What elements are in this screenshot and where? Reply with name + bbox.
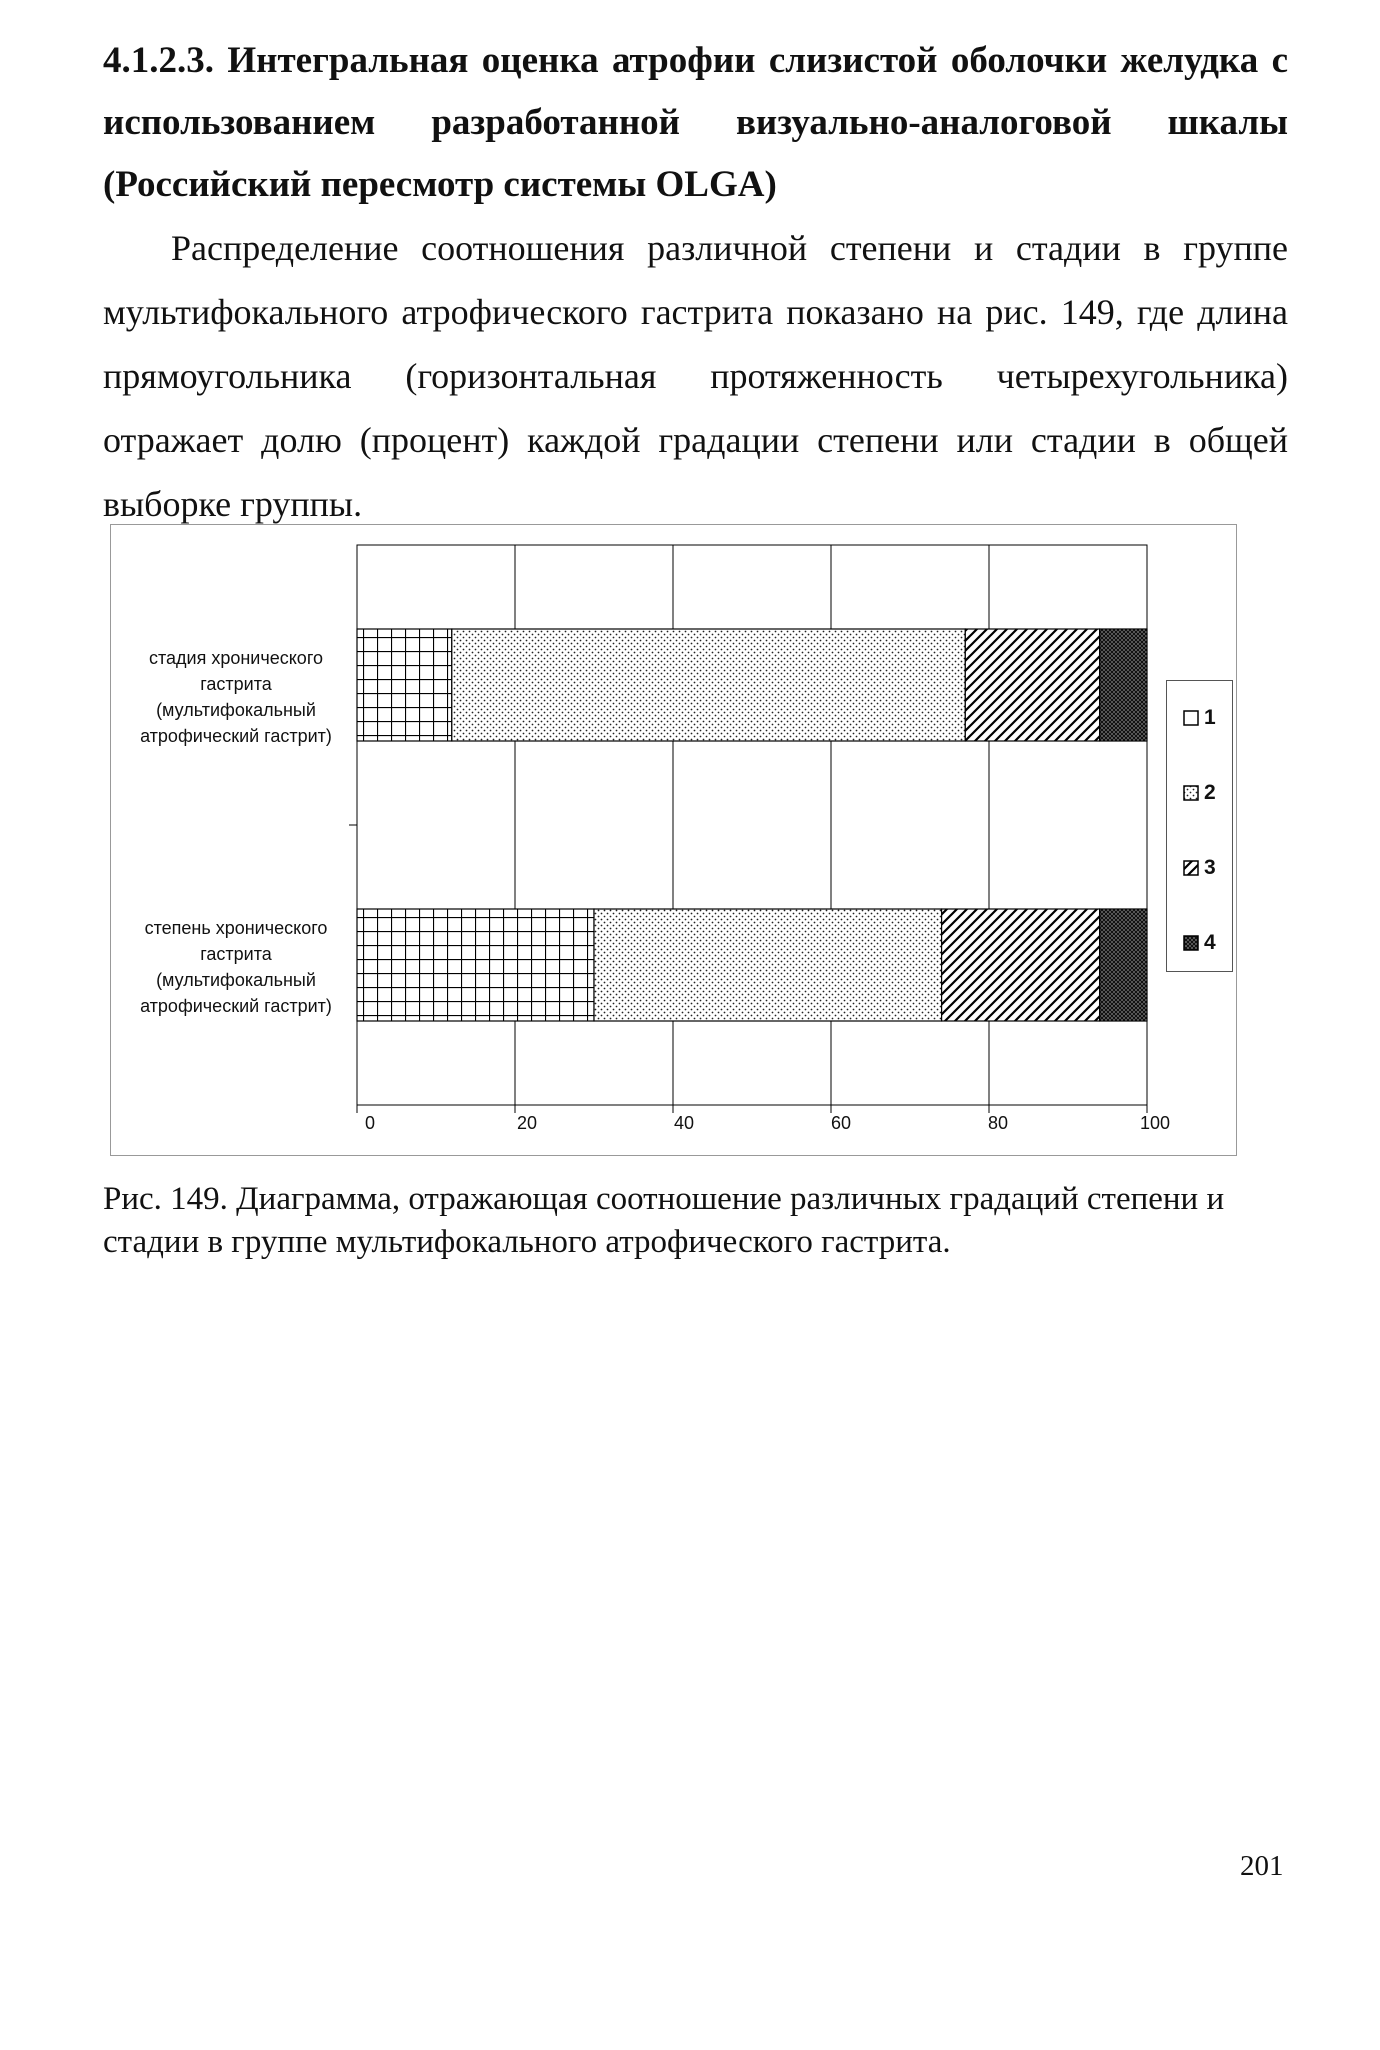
bar-segment-cat2-series4 [1100,909,1147,1021]
x-tick-label-40: 40 [673,1113,695,1133]
bar-segment-cat1-series2 [452,629,966,741]
bar-segment-cat2-series3 [942,909,1100,1021]
legend-item-3 [1183,856,1216,880]
legend-label-2: 2 [1204,781,1216,804]
x-tick-label-100: 100 [1139,1113,1171,1133]
section-heading: 4.1.2.3. Интегральная оценка атрофии слизистой оболочки желудка с использованием разработанной визуально-аналоговой шкалы (Российский пересмотр системы OLGA) [103,40,1288,205]
legend-label-1: 1 [1204,706,1216,729]
body-paragraph: Распределение соотношения различной степени и стадии в группе мультифокального атрофического гастрита показано на рис. 149, где длина прямоугольника (горизонтальная протяженность четырехугольника) отражает долю (процент) каждой градации степени или стадии в общей выборке группы. [103,228,1288,524]
legend-swatch-2 [1183,785,1199,801]
legend-swatch-1 [1183,710,1199,726]
legend-swatch-4 [1183,935,1199,951]
x-tick-label-20: 20 [516,1113,538,1133]
stacked-bar-chart [111,525,1236,1155]
y-tick-label-stage: стадия хронического гастрита (мультифокальный атрофический гастрит) [140,648,332,746]
page-number: 201 [1240,1850,1284,1882]
chart-legend [1166,680,1233,972]
figure-149 [110,524,1237,1156]
bar-segment-cat1-series1 [357,629,452,741]
y-tick-label-degree: степень хронического гастрита (мультифокальный атрофический гастрит) [140,918,332,1016]
legend-swatch-3 [1183,860,1199,876]
bar-segment-cat2-series1 [357,909,594,1021]
page-content [103,30,1288,536]
bar-segment-cat1-series4 [1100,629,1147,741]
figure-caption: Рис. 149. Диаграмма, отражающая соотношение различных градаций степени и стадии в группе мультифокального атрофического гастрита. [103,1181,1225,1260]
bar-segment-cat2-series2 [594,909,942,1021]
legend-item-2 [1183,781,1216,805]
x-tick-label-60: 60 [830,1113,852,1133]
legend-label-4: 4 [1204,931,1216,954]
legend-item-1 [1183,706,1216,730]
legend-item-4 [1183,931,1216,955]
x-tick-label-0: 0 [364,1113,375,1133]
x-tick-label-80: 80 [987,1113,1009,1133]
legend-label-3: 3 [1204,856,1216,879]
bar-segment-cat1-series3 [965,629,1099,741]
